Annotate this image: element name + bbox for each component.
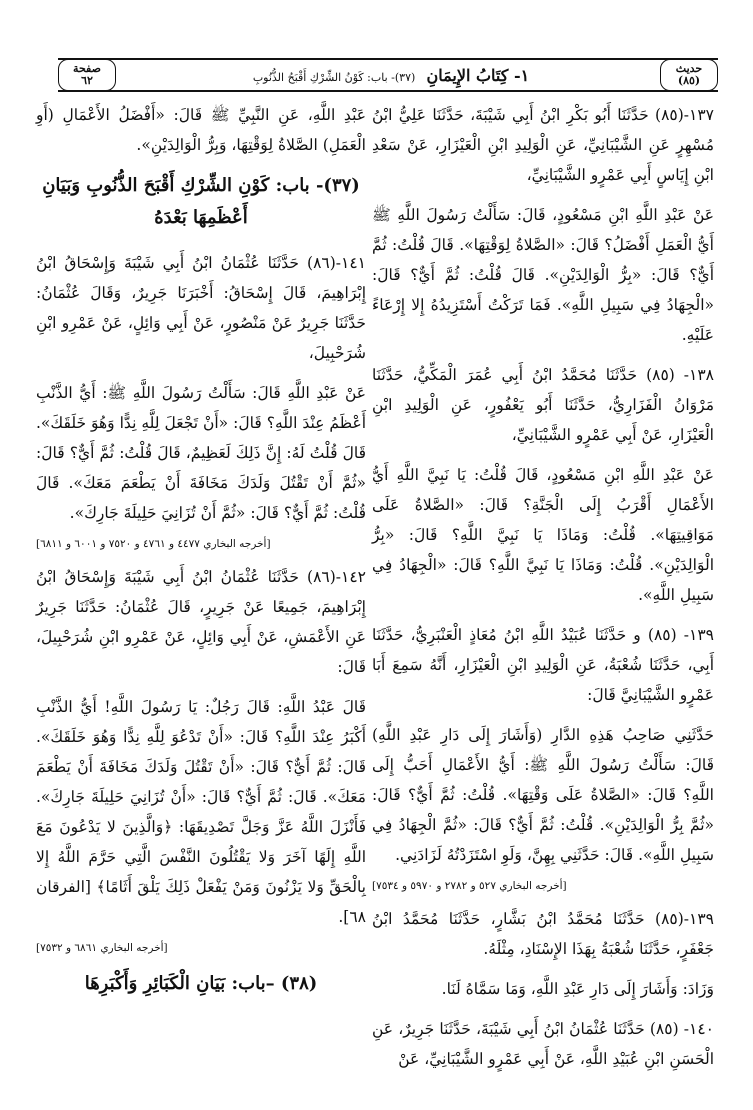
book-title: ١- كِتَابُ الإِيمَانِ — [426, 65, 530, 85]
header-title — [116, 66, 660, 85]
hadith-137-isnad: ١٣٧-(٨٥) حَدَّثَنَا أَبُو بَكْرِ ابْنُ أَبِي شَيْبَةَ، حَدَّثَنَا عَلِيُّ ابْنُ مُسْهِرٍ عَنِ الشَّيْبَانِيِّ، عَنِ الْوَلِيدِ ابْنِ الْعَيْزَارِ، عَنْ سَعْدِ ابْنِ إِيَاسٍ أَبِي عَمْرٍو الشَّيْبَانِيِّ، — [372, 106, 714, 184]
header-chapter: (٣٧)- باب: كَوْنُ الشِّرْكِ أَقْبَحُ الذُّنُوبِ — [252, 70, 416, 84]
page-number-box — [58, 59, 116, 91]
page-header — [58, 58, 718, 92]
hadith-141-isnad: ١٤١-(٨٦) حَدَّثَنَا عُثْمَانُ ابْنُ أَبِي شَيْبَةَ وَإِسْحَاقُ ابْنُ إِبْرَاهِيمَ، قَالَ إِسْحَاقُ: أَخْبَرَنَا جَرِيرٌ، وَقَالَ عُثْمَانُ: حَدَّثَنَا جَرِيرٌ عَنْ مَنْصُورٍ، عَنْ أَبِي وَائِلٍ، عَنْ عَمْرِو ابْنِ شُرَحْبِيلَ، — [36, 254, 366, 362]
hadith-141-matn: عَنْ عَبْدِ اللَّهِ قَالَ: سَأَلْتُ رَسُولَ اللَّهِ ﷺ: أَيُّ الذَّنْبِ أَعْظَمُ عِنْدَ اللَّهِ؟ قَالَ: «أَنْ تَجْعَلَ لِلَّهِ نِدًّا وَهُوَ خَلَقَكَ». قَالَ قُلْتُ لَهُ: إِنَّ ذَلِكَ لَعَظِيمٌ، قَالَ قُلْتُ: ثُمَّ أَيٌّ؟ قَالَ: «ثُمَّ أَنْ تَقْتُلَ وَلَدَكَ مَخَافَةَ أَنْ يَطْعَمَ مَعَكَ». قَالَ قُلْتُ: ثُمَّ أَيٌّ؟ قَالَ: «ثُمَّ أَنْ تُزَانِيَ حَلِيلَةَ جَارِكَ». — [36, 384, 366, 522]
hadith-142-matn: قَالَ عَبْدُ اللَّهِ: قَالَ رَجُلٌ: يَا رَسُولَ اللَّهِ! أَيُّ الذَّنْبِ أَكْبَرُ عِنْدَ اللَّهِ؟ قَالَ: «أَنْ تَدْعُوَ لِلَّهِ نِدًّا وَهُوَ خَلَقَكَ». قَالَ: ثُمَّ أَيٌّ؟ قَالَ: «أَنْ تَقْتُلَ وَلَدَكَ مَخَافَةَ أَنْ يَطْعَمَ مَعَكَ». قَالَ: ثُمَّ أَيٌّ؟ قَالَ: «أَنْ تُزَانِيَ حَلِيلَةَ جَارِكَ». فَأَنْزَلَ اللَّهُ عَزَّ وَجَلَّ تَصْدِيقَهَا: ﴿وَالَّذِينَ لا يَدْعُونَ مَعَ اللَّهِ إِلَهًا آخَرَ وَلا يَقْتُلُونَ النَّفْسَ الَّتِي حَرَّمَ اللَّهُ إِلا بِالْحَقِّ وَلا يَزْنُونَ وَمَنْ يَفْعَلْ ذَلِكَ يَلْقَ أَثَامًا﴾ [الفرقان ٦٨]. — [36, 698, 366, 926]
chapter-38-heading: (٣٨) –باب: بَيَانِ الْكَبَائِرِ وَأَكْبَرِهَا — [84, 973, 318, 994]
hadith-number-box — [660, 59, 718, 91]
page-label: صفحة — [73, 62, 101, 75]
right-column — [372, 100, 714, 1084]
hadith-139-reference: [أخرجه البخاري ٥٢٧ و ٢٧٨٢ و ٥٩٧٠ و ٧٥٣٤] — [372, 880, 567, 892]
hadith-number: (٨٥) — [677, 74, 701, 87]
hadith-142-isnad: ١٤٢-(٨٦) حَدَّثَنَا عُثْمَانُ ابْنُ أَبِي شَيْبَةَ وَإِسْحَاقُ ابْنُ إِبْرَاهِيمَ، جَمِيعًا عَنْ جَرِيرٍ، قَالَ عُثْمَانُ: حَدَّثَنَا جَرِيرٌ عَنِ الأَعْمَشِ، عَنْ أَبِي وَائِلٍ، عَنْ عَمْرِو ابْنِ شُرَحْبِيلَ، قَالَ: — [36, 568, 366, 676]
hadith-139-isnad: ١٣٩- (٨٥) و حَدَّثَنَا عُبَيْدُ اللَّهِ ابْنُ مُعَاذٍ الْعَنْبَرِيُّ، حَدَّثَنَا أَبِي، حَدَّثَنَا شُعْبَةُ، عَنِ الْوَلِيدِ ابْنِ الْعَيْزَارِ، أَنَّهُ سَمِعَ أَبَا عَمْرٍو الشَّيْبَانِيَّ قَالَ: — [372, 626, 714, 704]
hadith-142-reference: [أخرجه البخاري ٦٨٦١ و ٧٥٣٢] — [36, 942, 168, 954]
hadith-label: حديث — [675, 62, 703, 75]
hadith-139-matn: حَدَّثَنِي صَاحِبُ هَذِهِ الدَّارِ (وَأَشَارَ إِلَى دَارِ عَبْدِ اللَّهِ) قَالَ: سَأَلْتُ رَسُولَ اللَّهِ ﷺ: أَيُّ الأَعْمَالِ أَحَبُّ إِلَى اللَّهِ؟ قَالَ: «الصَّلاةُ عَلَى وَقْتِهَا». قُلْتُ: ثُمَّ أَيٌّ؟ قَالَ: «ثُمَّ بِرُّ الْوَالِدَيْنِ». قُلْتُ: ثُمَّ أَيٌّ؟ قَالَ: «ثُمَّ الْجِهَادُ فِي سَبِيلِ اللَّهِ». قَالَ: حَدَّثَنِي بِهِنَّ، وَلَوِ اسْتَزَدْتُهُ لَزَادَنِي. — [372, 726, 714, 864]
hadith-138-matn: عَنْ عَبْدِ اللَّهِ ابْنِ مَسْعُودٍ، قَالَ قُلْتُ: يَا نَبِيَّ اللَّهِ أَيُّ الأَعْمَالِ أَقْرَبُ إِلَى الْجَنَّةِ؟ قَالَ: «الصَّلاةُ عَلَى مَوَاقِيتِهَا». قُلْتُ: وَمَاذَا يَا نَبِيَّ اللَّهِ؟ قَالَ: «بِرُّ الْوَالِدَيْنِ». قُلْتُ: وَمَاذَا يَا نَبِيَّ اللَّهِ؟ قَالَ: «الْجِهَادُ فِي سَبِيلِ اللَّهِ». — [372, 466, 714, 604]
hadith-141-reference: [أخرجه البخاري ٤٤٧٧ و ٤٧٦١ و ٧٥٢٠ و ٦٠٠١ و ٦٨١١] — [36, 538, 271, 550]
hadith-138-isnad: ١٣٨- (٨٥) حَدَّثَنَا مُحَمَّدُ ابْنُ أَبِي عُمَرَ الْمَكِّيُّ، حَدَّثَنَا مَرْوَانُ الْفَزَارِيُّ، حَدَّثَنَا أَبُو يَعْفُورٍ، عَنِ الْوَلِيدِ ابْنِ الْعَيْزَارِ، عَنْ أَبِي عَمْرٍو الشَّيْبَانِيِّ، — [372, 366, 714, 444]
hadith-137-matn: عَنْ عَبْدِ اللَّهِ ابْنِ مَسْعُودٍ، قَالَ: سَأَلْتُ رَسُولَ اللَّهِ ﷺ أَيُّ الْعَمَلِ أَفْضَلُ؟ قَالَ: «الصَّلاةُ لِوَقْتِهَا». قَالَ قُلْتُ: ثُمَّ أَيٌّ؟ قَالَ: «بِرُّ الْوَالِدَيْنِ». قَالَ قُلْتُ: ثُمَّ أَيٌّ؟ قَالَ: «الْجِهَادُ فِي سَبِيلِ اللَّهِ». فَمَا تَرَكْتُ أَسْتَزِيدُهُ إِلا إِرْعَاءً عَلَيْهِ. — [372, 206, 714, 344]
chapter-37-heading: (٣٧)- باب: كَوْنِ الشِّرْكِ أَقْبَحَ الذُّنُوبِ وَبَيَانِ أَعْظَمِهَا بَعْدَهُ — [42, 175, 360, 228]
left-column — [36, 100, 366, 1014]
hadith-139b-matn: وَزَادَ: وَأَشَارَ إِلَى دَارِ عَبْدِ اللَّهِ، وَمَا سَمَّاهُ لَنَا. — [441, 980, 714, 998]
hadith-140-continuation: عَبْدِ اللَّهِ، عَنِ النَّبِيِّ ﷺ قَالَ: «أَفْضَلُ الأَعْمَالِ (أَوِ الْعَمَلِ) الصَّلاةُ لِوَقْتِهَا، وَبِرُّ الْوَالِدَيْنِ». — [36, 106, 366, 154]
hadith-140-isnad: ١٤٠- (٨٥) حَدَّثَنَا عُثْمَانُ ابْنُ أَبِي شَيْبَةَ، حَدَّثَنَا جَرِيرٌ، عَنِ الْحَسَنِ ابْنِ عُبَيْدِ اللَّهِ، عَنْ أَبِي عَمْرٍو الشَّيْبَانِيِّ، عَنْ — [372, 1020, 714, 1068]
hadith-139b-isnad: ١٣٩-(٨٥) حَدَّثَنَا مُحَمَّدُ ابْنُ بَشَّارٍ، حَدَّثَنَا مُحَمَّدُ ابْنُ جَعْفَرٍ، حَدَّثَنَا شُعْبَةُ بِهَذَا الإِسْنَادِ، مِثْلَهُ. — [372, 910, 714, 958]
page-number: ٦٢ — [81, 74, 93, 87]
